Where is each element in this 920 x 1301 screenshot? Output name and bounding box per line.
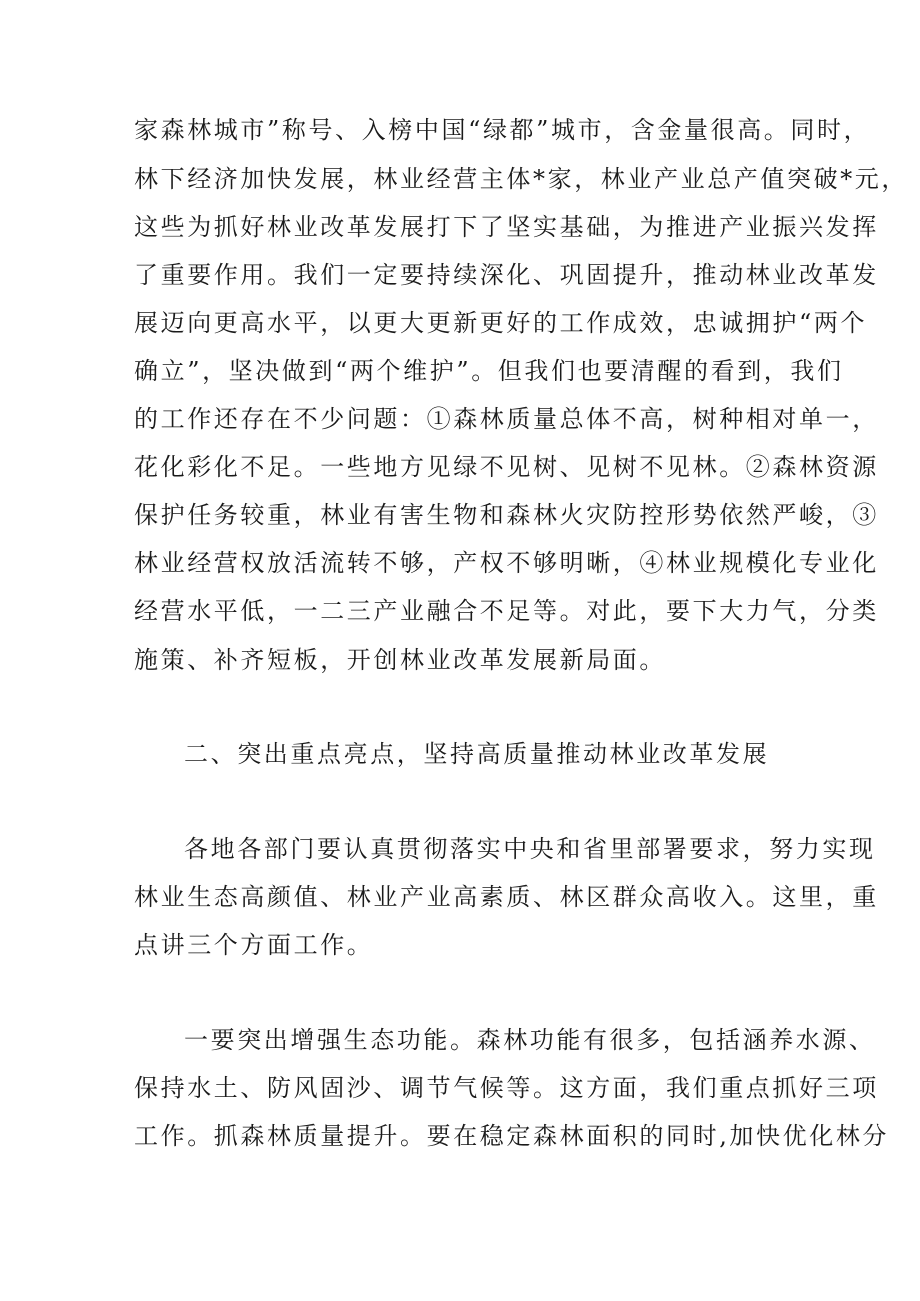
text-line: 经营水平低，一二三产业融合不足等。对此，要下大力气，分类 xyxy=(134,597,879,625)
text-line: 一要突出增强生态功能。森林功能有很多，包括涵养水源、 xyxy=(184,1026,876,1054)
text-line: 工作。抓森林质量提升。要在稳定森林面积的同时,加快优化林分 xyxy=(134,1122,890,1150)
text-line: 林下经济加快发展，林业经营主体*家，林业产业总产值突破*元， xyxy=(134,165,908,193)
text-line: 林业经营权放活流转不够，产权不够明晰，④林业规模化专业化 xyxy=(134,549,879,577)
text-line: 确立”，坚决做到“两个维护”。但我们也要清醒的看到，我们 xyxy=(134,357,844,385)
text-line: 点讲三个方面工作。 xyxy=(134,931,374,959)
text-line: 各地各部门要认真贯彻落实中央和省里部署要求，努力实现 xyxy=(184,835,876,863)
text-line: 花化彩化不足。一些地方见绿不见树、见树不见林。②森林资源 xyxy=(134,453,879,481)
text-line: 保护任务较重，林业有害生物和森林火灾防控形势依然严峻，③ xyxy=(134,501,879,529)
text-line: 保持水土、防风固沙、调节气候等。这方面，我们重点抓好三项 xyxy=(134,1074,879,1102)
text-line: 家森林城市”称号、入榜中国“绿都”城市，含金量很高。同时， xyxy=(134,116,871,144)
text-line: 这些为抓好林业改革发展打下了坚实基础，为推进产业振兴发挥 xyxy=(134,213,879,241)
text-line: 了重要作用。我们一定要持续深化、巩固提升，推动林业改革发 xyxy=(134,261,879,289)
section-heading: 二、突出重点亮点，坚持高质量推动林业改革发展 xyxy=(184,740,770,768)
text-line: 展迈向更高水平，以更大更新更好的工作成效，忠诚拥护“两个 xyxy=(134,309,868,337)
text-line: 施策、补齐短板，开创林业改革发展新局面。 xyxy=(134,646,666,674)
text-line: 林业生态高颜值、林业产业高素质、林区群众高收入。这里，重 xyxy=(134,883,879,911)
text-line: 的工作还存在不少问题：①森林质量总体不高，树种相对单一， xyxy=(134,405,879,433)
